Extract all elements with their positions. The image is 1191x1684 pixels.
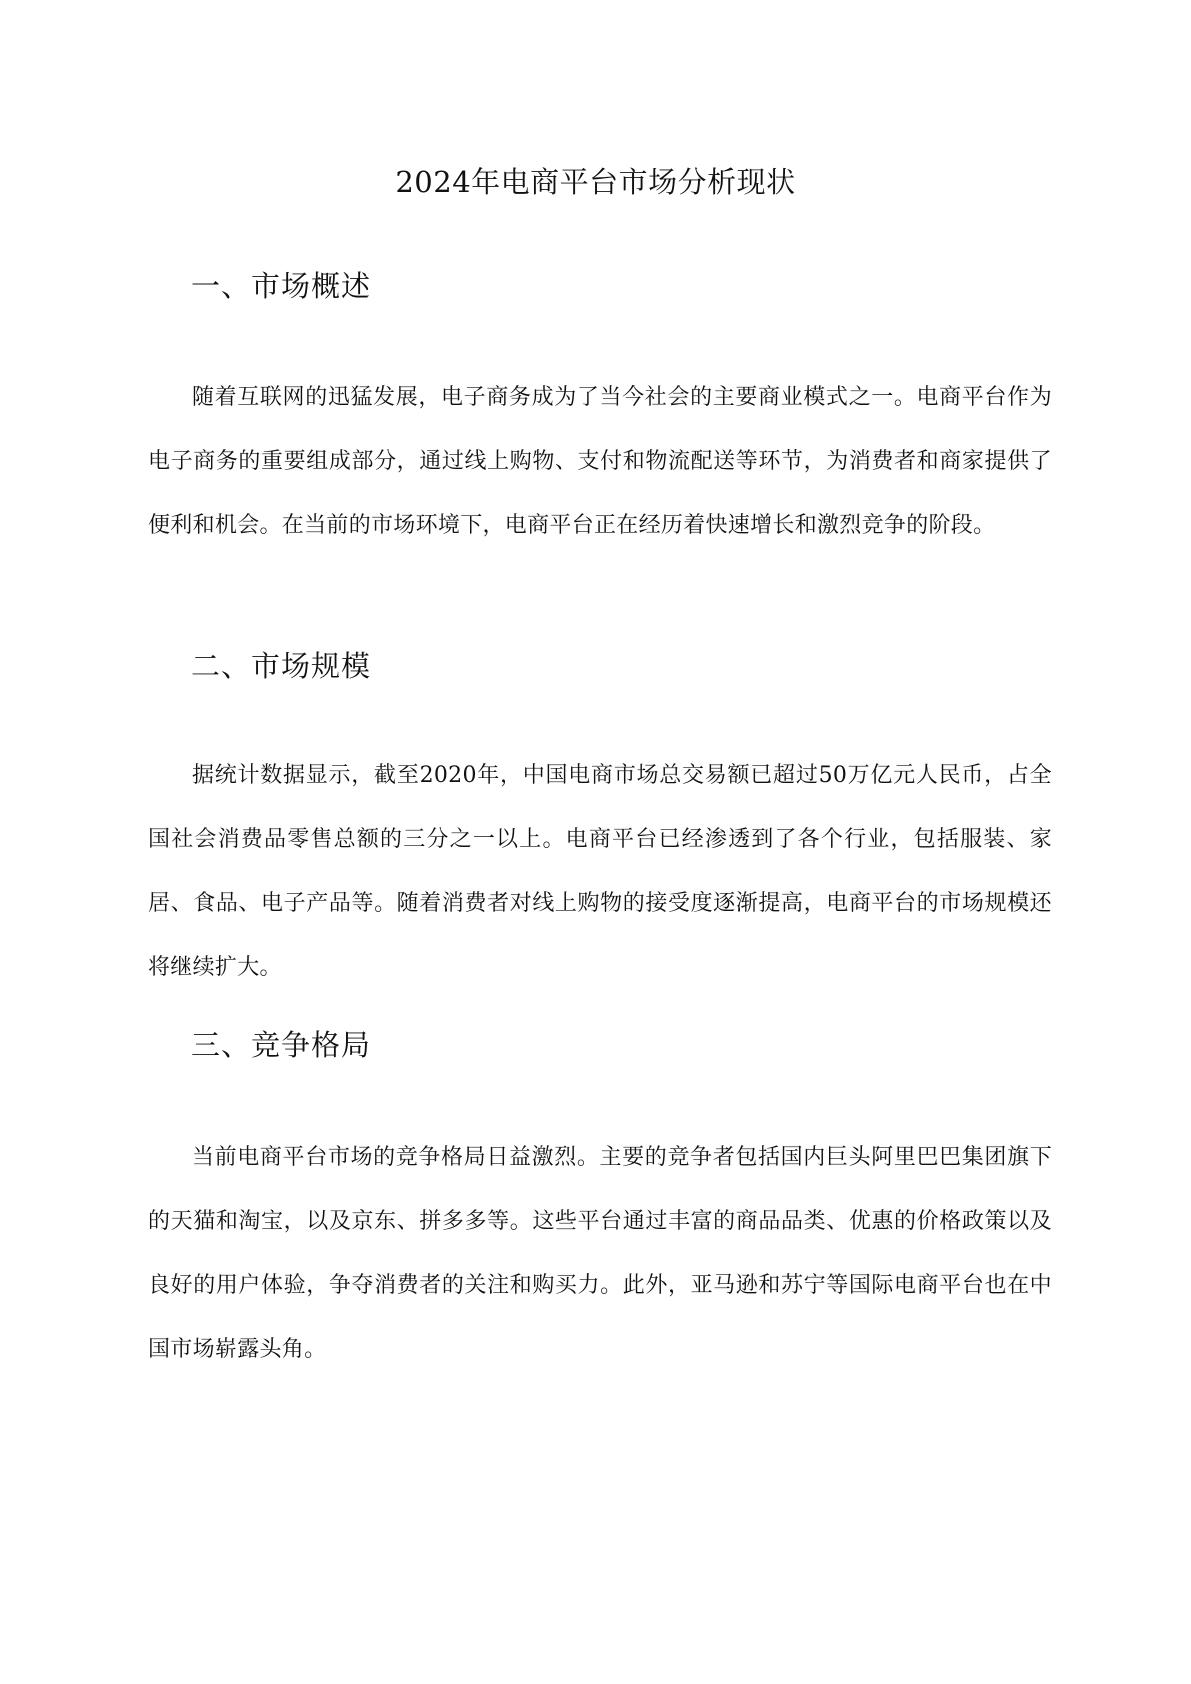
section-heading-market-overview: 一、市场概述 [191,269,372,303]
section-heading-market-size: 二、市场规模 [191,649,372,683]
section-paragraph-market-size: 据统计数据显示，截至2020年，中国电商市场总交易额已超过50万亿元人民币，占全国社会消费品零售总额的三分之一以上。电商平台已经渗透到了各个行业，包括服装、家居、食品、电子产品等。随着消费者对线上购物的接受度逐渐提高，电商平台的市场规模还将继续扩大。 [148,763,1052,980]
section-paragraph-competition: 当前电商平台市场的竞争格局日益激烈。主要的竞争者包括国内巨头阿里巴巴集团旗下的天猫和淘宝，以及京东、拼多多等。这些平台通过丰富的商品品类、优惠的价格政策以及良好的用户体验，争夺消费者的关注和购买力。此外，亚马逊和苏宁等国际电商平台也在中国市场崭露头角。 [148,1145,1052,1362]
section-paragraph-market-overview: 随着互联网的迅猛发展，电子商务成为了当今社会的主要商业模式之一。电商平台作为电子商务的重要组成部分，通过线上购物、支付和物流配送等环节，为消费者和商家提供了便利和机会。在当前的市场环境下，电商平台正在经历着快速增长和激烈竞争的阶段。 [148,385,1052,538]
section-heading-competition: 三、竞争格局 [191,1028,372,1062]
document-title: 2024年电商平台市场分析现状 [395,165,796,199]
